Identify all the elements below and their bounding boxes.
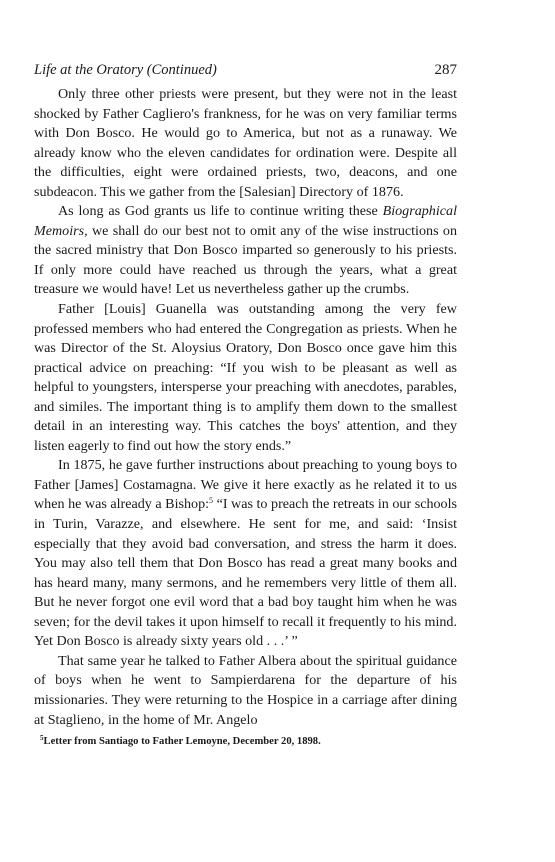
body-text xyxy=(34,85,457,730)
paragraph-text: In 1875, he gave further instructions about preaching to young boys to Father [James] Costamagna. We give it here exactly as he related it to us when he was already a Bishop: xyxy=(34,457,457,513)
footnote xyxy=(34,735,457,749)
paragraph-text: As long as God grants us life to continue writing these xyxy=(58,203,383,220)
book-page xyxy=(34,62,457,749)
paragraph-text: we shall do our best not to omit any of the wise instructions on the sacred ministry that Don Bosco imparted so generously to his priests. If only more could have reached us through the years, what a great treasure we would have! Let us nevertheless gather up the crumbs. xyxy=(34,222,457,298)
footnote-text: Letter from Santiago to Father Lemoyne, December 20, 1898. xyxy=(43,736,321,748)
paragraph: Only three other priests were present, but they were not in the least shocked by Father Cagliero's frankness, for he was on very familiar terms with Don Bosco. He would go to America, but not as a runaway. We already know who the eleven candidates for ordination were. Despite all the difficulties, eight were ordained priests, two, deacons, and one subdeacon. This we gather from the [Salesian] Directory of 1876. xyxy=(34,86,457,200)
paragraph-text: “I was to preach the retreats in our schools in Turin, Varazze, and elsewhere. He sent for me, and said: ‘Insist especially that they avoid bad conversation, and stress the harm it does. You may also tell them that Don Bosco has read a great many books and has heard many, many sermons, and he remembers very little of them all. But he never forgot one evil word that a bad boy taught him when he was seven; for the devil takes it upon himself to recall it frequently to his mind. Yet Don Bosco is already sixty years old . . .’ ” xyxy=(34,496,457,650)
page-number: 287 xyxy=(434,62,457,78)
footnote-number: 5 xyxy=(40,734,44,743)
running-title: Life at the Oratory (Continued) xyxy=(34,62,217,78)
footnote-reference: 5 xyxy=(209,496,214,506)
running-head xyxy=(34,62,457,79)
book-title-italic: Biographical Memoirs, xyxy=(34,203,457,239)
paragraph: That same year he talked to Father Albera about the spiritual guidance of boys when he went to Sampierdarena for the departure of his missionaries. They were returning to the Hospice in a carriage after dining at Staglieno, in the home of Mr. Angelo xyxy=(34,652,457,728)
paragraph xyxy=(34,456,457,651)
paragraph xyxy=(34,202,457,300)
paragraph: Father [Louis] Guanella was outstanding among the very few professed members who had entered the Congregation as priests. When he was Director of the St. Aloysius Oratory, Don Bosco once gave him this practical advice on preaching: “If you wish to be pleasant as well as helpful to youngsters, intersperse your preaching with anecdotes, parables, and similes. The important thing is to amplify them down to the smallest detail in an interesting way. This catches the boys' attention, and they listen eagerly to find out how the story ends.” xyxy=(34,301,457,454)
